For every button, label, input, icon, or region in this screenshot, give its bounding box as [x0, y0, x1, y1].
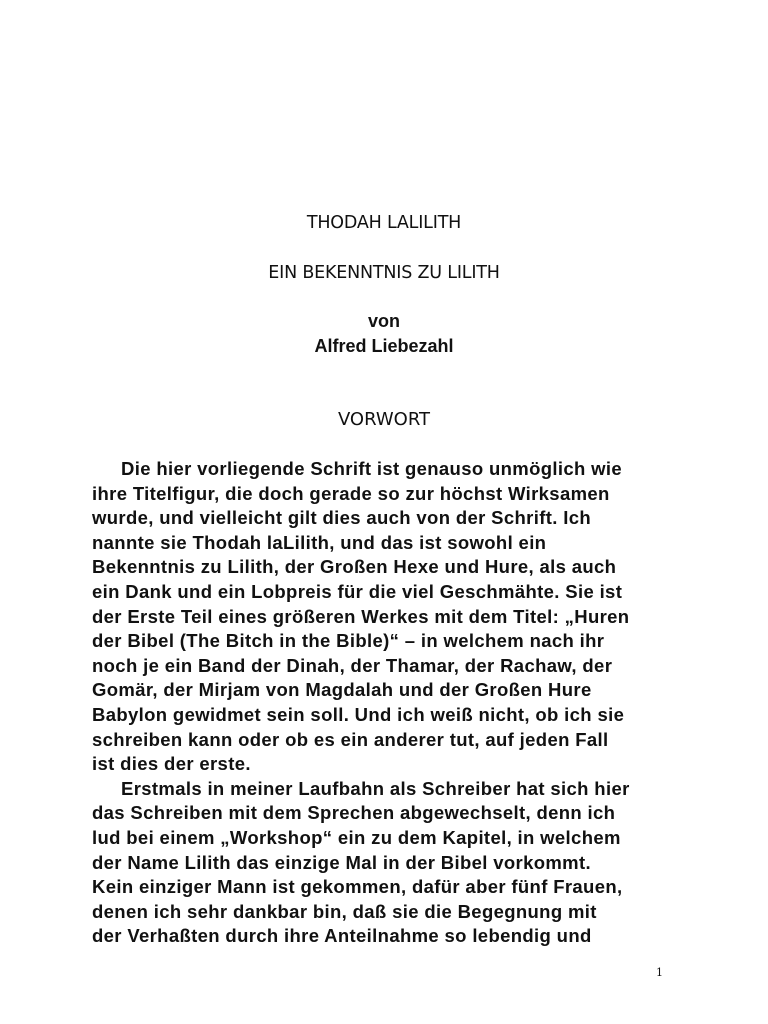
text-line: lud bei einem „Workshop“ ein zu dem Kapitel, in welchem	[92, 826, 621, 848]
text-line: Bekenntnis zu Lilith, der Großen Hexe und Hure, als auch	[92, 556, 617, 578]
document-title: THODAH LALILITH	[306, 213, 462, 233]
text-line: Die hier vorliegende Schrift ist genauso unmöglich wie	[121, 458, 623, 479]
text-line: nannte sie Thodah laLilith, und das ist sowohl ein	[92, 531, 547, 553]
text-line: noch je ein Band der Dinah, der Thamar, der Rachaw, der	[92, 654, 613, 676]
document-subtitle: EIN BEKENNTNIS ZU LILITH	[268, 263, 500, 283]
text-line: schreiben kann oder ob es ein anderer tut, auf jeden Fall	[92, 728, 609, 750]
text-line: ein Dank und ein Lobpreis für die viel Geschmähte. Sie ist	[92, 580, 623, 602]
text-line: Gomär, der Mirjam von Magdalah und der Großen Hure	[92, 679, 592, 701]
body-text	[92, 457, 712, 949]
text-line: der Bibel (The Bitch in the Bible)“ – in welchem nach ihr	[92, 630, 605, 652]
text-line: der Name Lilith das einzige Mal in der Bibel vorkommt.	[92, 851, 591, 873]
text-line: ist dies der erste.	[92, 753, 251, 775]
by-label: von	[367, 311, 400, 331]
text-line: ihre Titelfigur, die doch gerade so zur höchst Wirksamen	[92, 482, 610, 504]
text-line: Erstmals in meiner Laufbahn als Schreiber hat sich hier	[121, 777, 630, 799]
section-heading: VORWORT	[337, 409, 431, 430]
author-name: Alfred Liebezahl	[314, 336, 454, 356]
text-line: Kein einziger Mann ist gekommen, dafür aber fünf Frauen,	[92, 876, 623, 898]
text-line: der Erste Teil eines größeren Werkes mit dem Titel: „Huren	[92, 605, 630, 627]
page-number: 1	[656, 966, 663, 979]
text-line: das Schreiben mit dem Sprechen abgewechselt, denn ich	[92, 802, 616, 824]
text-line: der Verhaßten durch ihre Anteilnahme so lebendig und	[92, 925, 592, 947]
text-line: denen ich sehr dankbar bin, daß sie die Begegnung mit	[92, 900, 597, 922]
text-line: Babylon gewidmet sein soll. Und ich weiß nicht, ob ich sie	[92, 703, 625, 725]
text-line: wurde, und vielleicht gilt dies auch von der Schrift. Ich	[92, 507, 591, 529]
